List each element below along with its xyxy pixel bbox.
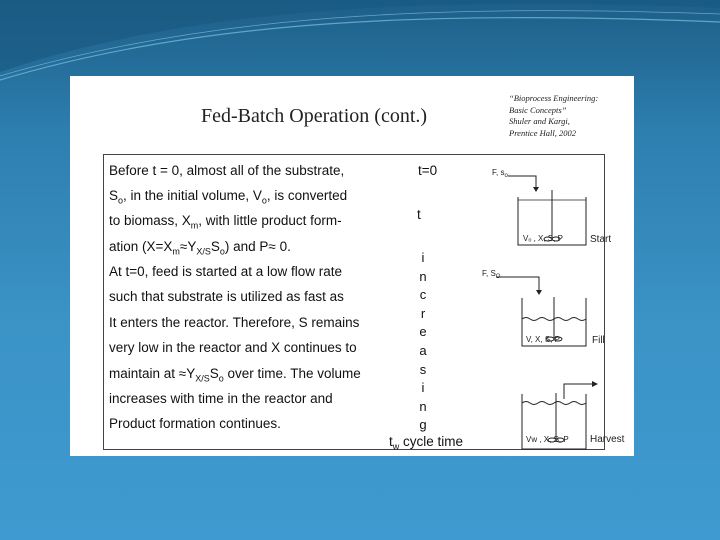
body-line: $S_o$, in the initial volume, $V_o$, is converted [109,188,348,206]
slide-title: Fed-Batch Operation (cont.) [201,105,428,127]
body-line: It enters the reactor. Therefore, S remains [109,315,360,330]
citation-line: Prentice Hall, 2002 [509,127,576,138]
stage-start-label: Start [590,234,612,245]
stage-start-contents: Vₒ , X, S, P [523,234,563,243]
stage-harvest-contents: Vᴡ , X, S, P [526,435,569,444]
content-panel [103,154,625,452]
body-line: increases with time in the reactor and [109,391,333,406]
citation-line: Basic Concepts” [509,104,567,115]
stage-fill-label: Fill [592,335,605,346]
body-line: maintain at $\approx Y_{X/S}S_o$ over time. The volume [109,366,361,384]
slide [70,76,634,456]
body-line: very low in the reactor and X continues to [109,340,357,355]
feed-label-start: F, $s_o$ [492,168,508,179]
body-line: Before t = 0, almost all of the substrate, [109,163,345,178]
cycle-time-label: $t_w$ cycle time [389,434,464,452]
stage-harvest-label: Harvest [590,434,625,445]
time-zero-label: t=0 [418,163,438,178]
stage-fill-contents: V, X, S, P [526,335,560,344]
citation [509,93,631,139]
citation-line: “Bioprocess Engineering: [509,93,599,103]
time-label: t [417,207,421,222]
body-line: ation $(X=X_m\approx Y_{X/S}S_o)$ and P≈ 0. [109,239,291,257]
citation-line: Shuler and Kargi, [509,116,570,126]
fed-batch-diagram [444,157,625,449]
body-line: At t=0, feed is started at a low flow rate [109,264,342,279]
body-line: Product formation continues. [109,416,281,431]
feed-label-fill: F, $S_O$ [482,269,501,280]
increasing-label: i n c r e a s i n g [419,250,427,433]
body-line: to biomass, $X_m$, with little product form- [109,213,342,231]
body-line: such that substrate is utilized as fast as [109,289,344,304]
